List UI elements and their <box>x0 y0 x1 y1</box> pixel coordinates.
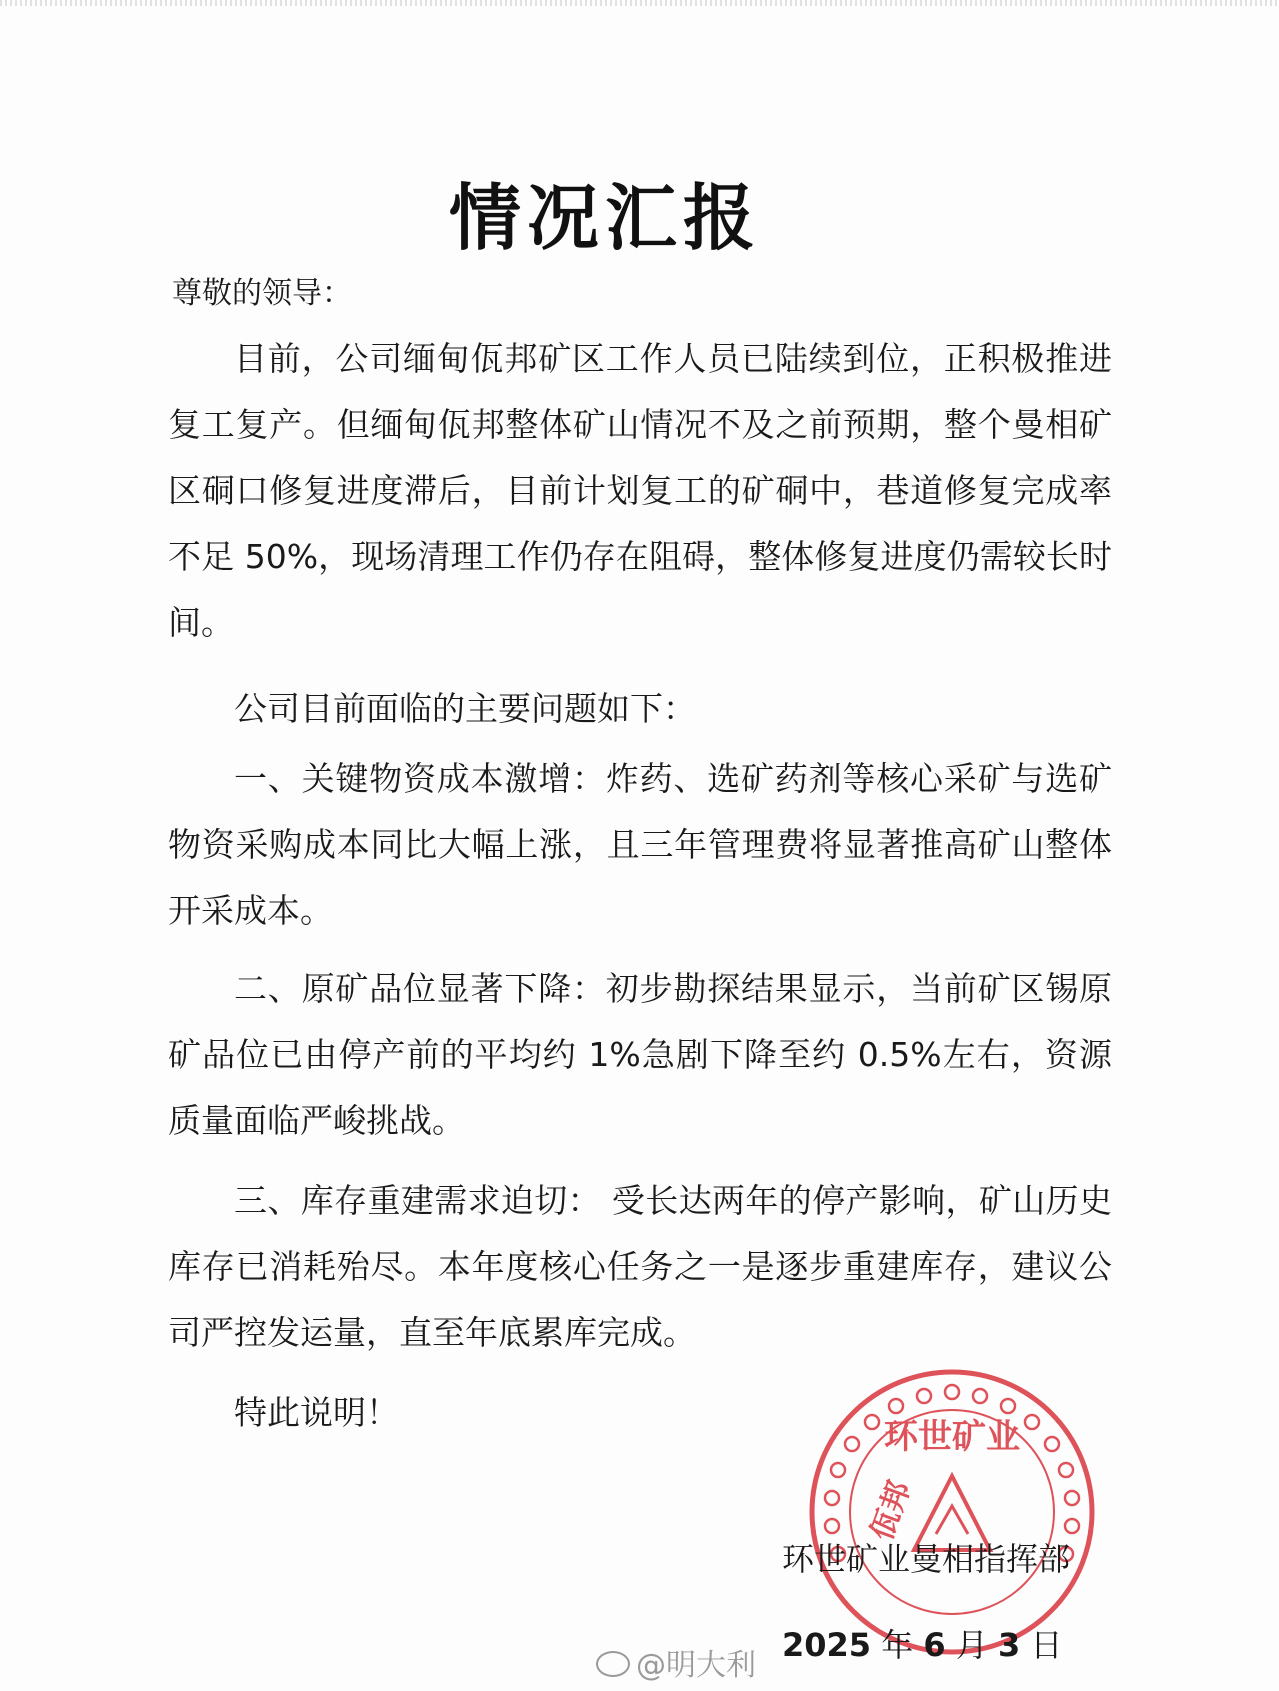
watermark-text: @明大利 <box>636 1648 756 1683</box>
date-day-unit: 日 <box>1030 1626 1063 1664</box>
paragraph-intro: 目前，公司缅甸佤邦矿区工作人员已陆续到位，正积极推进 复工复产。但缅甸佤邦整体矿山情况不及之前预期，整个曼相矿区硐口修复进度滞后，目前计划复工的矿硐中，巷道修复完成率不足 50%，现场清理工作仍存在阻碍，整体修复进度仍需较长时间。 <box>168 339 1112 642</box>
salutation: 尊敬的领导： <box>172 276 352 311</box>
seal-left-text: 佤邦 <box>864 1476 918 1545</box>
date-year: 2025 <box>782 1626 872 1664</box>
paragraph-closing: 特此说明！ <box>234 1393 399 1432</box>
date-year-unit: 年 <box>881 1626 914 1664</box>
weibo-watermark <box>596 1640 756 1684</box>
paragraph-issue-grade: 二、原矿品位显著下降：初步勘探结果显示，当前矿区锡原矿品位已由停产前的平均约 1%急剧下降至约 0.5%左右，资源质量面临严峻挑战。 <box>168 969 1112 1140</box>
date-day: 3 <box>998 1626 1021 1664</box>
weibo-icon <box>596 1651 630 1677</box>
paragraph-issue-inventory: 三、库存重建需求迫切： 受长达两年的停产影响，矿山历史库存已消耗殆尽。本年度核心任务之一是逐步重建库存，建议公司严控发运量，直至年底累库完成。 <box>168 1181 1112 1352</box>
paragraph-issues-heading: 公司目前面临的主要问题如下： <box>234 689 696 728</box>
scan-edge-artifact <box>0 0 1279 6</box>
seal-inner-text: 环世矿业 <box>884 1417 1020 1457</box>
paragraph-issue-cost: 一、关键物资成本激增：炸药、选矿药剂等核心采矿与选矿物资采购成本同比大幅上涨，且三年管理费将显著推高矿山整体开采成本。 <box>168 759 1112 930</box>
document-title: 情况汇报 <box>448 175 761 260</box>
date-month: 6 <box>923 1626 946 1664</box>
signature-date <box>782 1620 1063 1666</box>
company-seal-stamp <box>804 1364 1100 1660</box>
signature-organization: 环世矿业曼相指挥部 <box>782 1540 1071 1578</box>
date-month-unit: 月 <box>955 1626 988 1664</box>
